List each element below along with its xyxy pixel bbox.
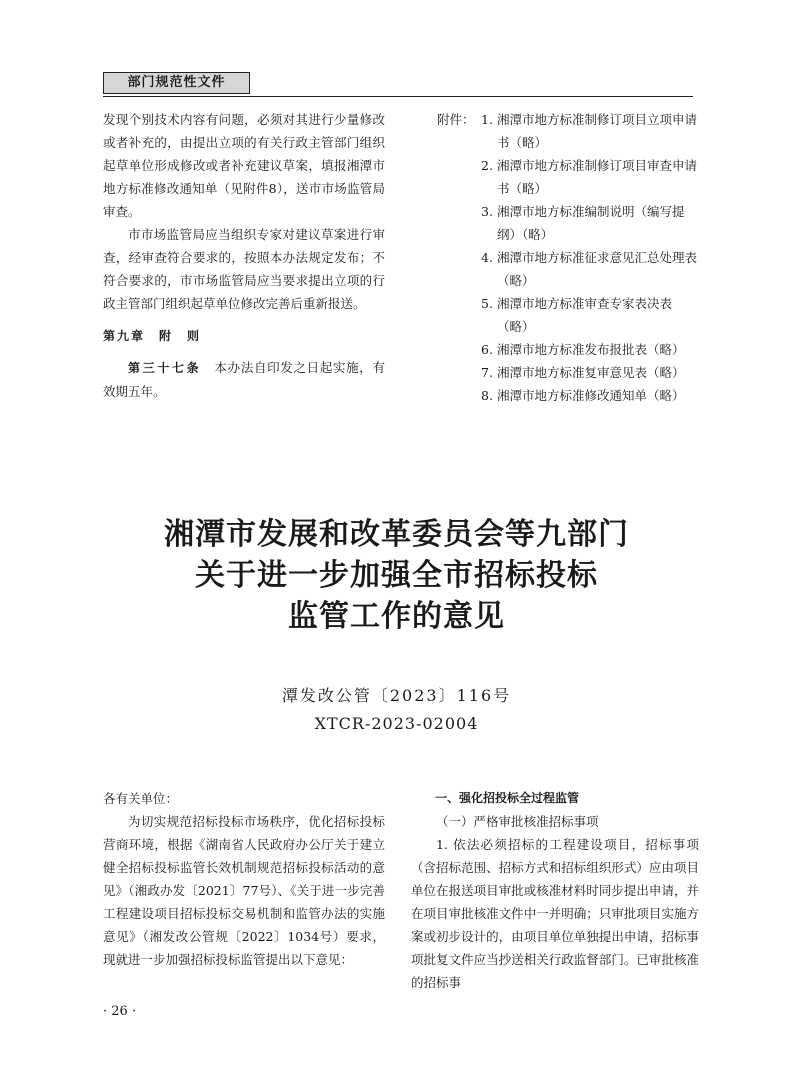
section-heading: 一、强化招投标全过程监管 [435, 791, 580, 805]
attachment-text: 湘潭市地方标准征求意见汇总处理表（略） [497, 250, 698, 288]
title-line: 关于进一步加强全市招标投标 [195, 558, 598, 593]
attachment-number: 5. [481, 296, 493, 311]
attachment-text: 湘潭市地方标准复审意见表（略） [497, 365, 685, 380]
attachment-text: 湘潭市地方标准编制说明（编写提纲）（略） [497, 204, 685, 242]
paragraph: 发现个别技术内容有问题，必须对其进行少量修改或者补充的，由提出立项的有关行政主管部门组织起草单位形成修改或者补充建议草案，填报湘潭市地方标准修改通知单（见附件8），送市市场监管局审查。 [103, 112, 385, 219]
article-text: 本办法自印发之日起实施，有效期五年。 [103, 360, 385, 399]
attachment-number: 7. [481, 365, 493, 380]
attachment-number: 8. [481, 388, 493, 403]
attachment-text: 湘潭市地方标准发布报批表（略） [497, 342, 685, 357]
attachment-item [437, 200, 699, 246]
header-divider [103, 96, 693, 97]
attachment-text: 湘潭市地方标准制修订项目审查申请书（略） [497, 158, 698, 196]
attachment-text: 湘潭市地方标准制修订项目立项申请书（略） [497, 112, 698, 150]
attachment-item [437, 246, 699, 292]
salutation: 各有关单位： [103, 791, 179, 806]
document-code: XTCR-2023-02004 [314, 714, 479, 733]
document-number: 潭发改公管〔2023〕116号 [281, 686, 512, 705]
attachment-item [437, 108, 699, 154]
subsection-heading: （一）严格审批核准招标事项 [436, 814, 599, 829]
bottom-right-column [411, 787, 699, 994]
article-paragraph [103, 356, 385, 403]
article-lead: 第三十七条 [128, 361, 202, 375]
attachment-number: 1. [481, 112, 493, 127]
page-number: · 26 · [103, 1004, 137, 1019]
attachments-list [437, 108, 699, 407]
paragraph: 为切实规范招标投标市场秩序，优化招标投标营商环境，根据《湖南省人民政府办公厅关于建立健全招标投标监管长效机制规范招标投标活动的意见》（湘政办发〔2021〕77号）、《关于进一步完善工程建设项目招标投标交易机制和监管办法的实施意见》（湘发改公管规〔2022〕1034号）要求，现就进一步加强招标投标监管提出以下意见： [103, 814, 385, 967]
paragraph: 市市场监管局应当组织专家对建议草案进行审查，经审查符合要求的，按照本办法规定发布；不符合要求的，市市场监管局应当要求提出立项的行政主管部门组织起草单位修改完善后重新报送。 [103, 227, 385, 311]
attachment-item [437, 154, 699, 200]
attachment-item [437, 292, 699, 338]
attachment-number: 3. [481, 204, 493, 219]
attachment-text: 湘潭市地方标准修改通知单（略） [497, 388, 685, 403]
attachment-number: 4. [481, 250, 493, 265]
attachment-item [437, 384, 699, 407]
attachments-label: 附件： [437, 112, 475, 127]
attachment-number: 6. [481, 342, 493, 357]
attachment-text: 湘潭市地方标准审查专家表决表（略） [497, 296, 673, 334]
bottom-left-column [103, 787, 385, 971]
document-title [0, 514, 793, 637]
top-left-column [103, 108, 385, 403]
section-tag: 部门规范性文件 [103, 72, 250, 94]
chapter-heading: 第九章 附 则 [103, 329, 202, 343]
attachment-item [437, 361, 699, 384]
paragraph: 1. 依法必须招标的工程建设项目，招标事项（含招标范围、招标方式和招标组织形式）应由项目单位在报送项目审批或核准材料时同步提出申请，并在项目审批核准文件中一并明确；只审批项目实施方案或初步设计的，由项目单位单独提出申请，招标事项批复文件应当抄送相关行政监督部门。已审批核准的招标事 [411, 837, 699, 990]
attachment-item [437, 338, 699, 361]
attachment-number: 2. [481, 158, 493, 173]
title-line: 监管工作的意见 [288, 599, 505, 634]
title-line: 湘潭市发展和改革委员会等九部门 [164, 517, 629, 552]
